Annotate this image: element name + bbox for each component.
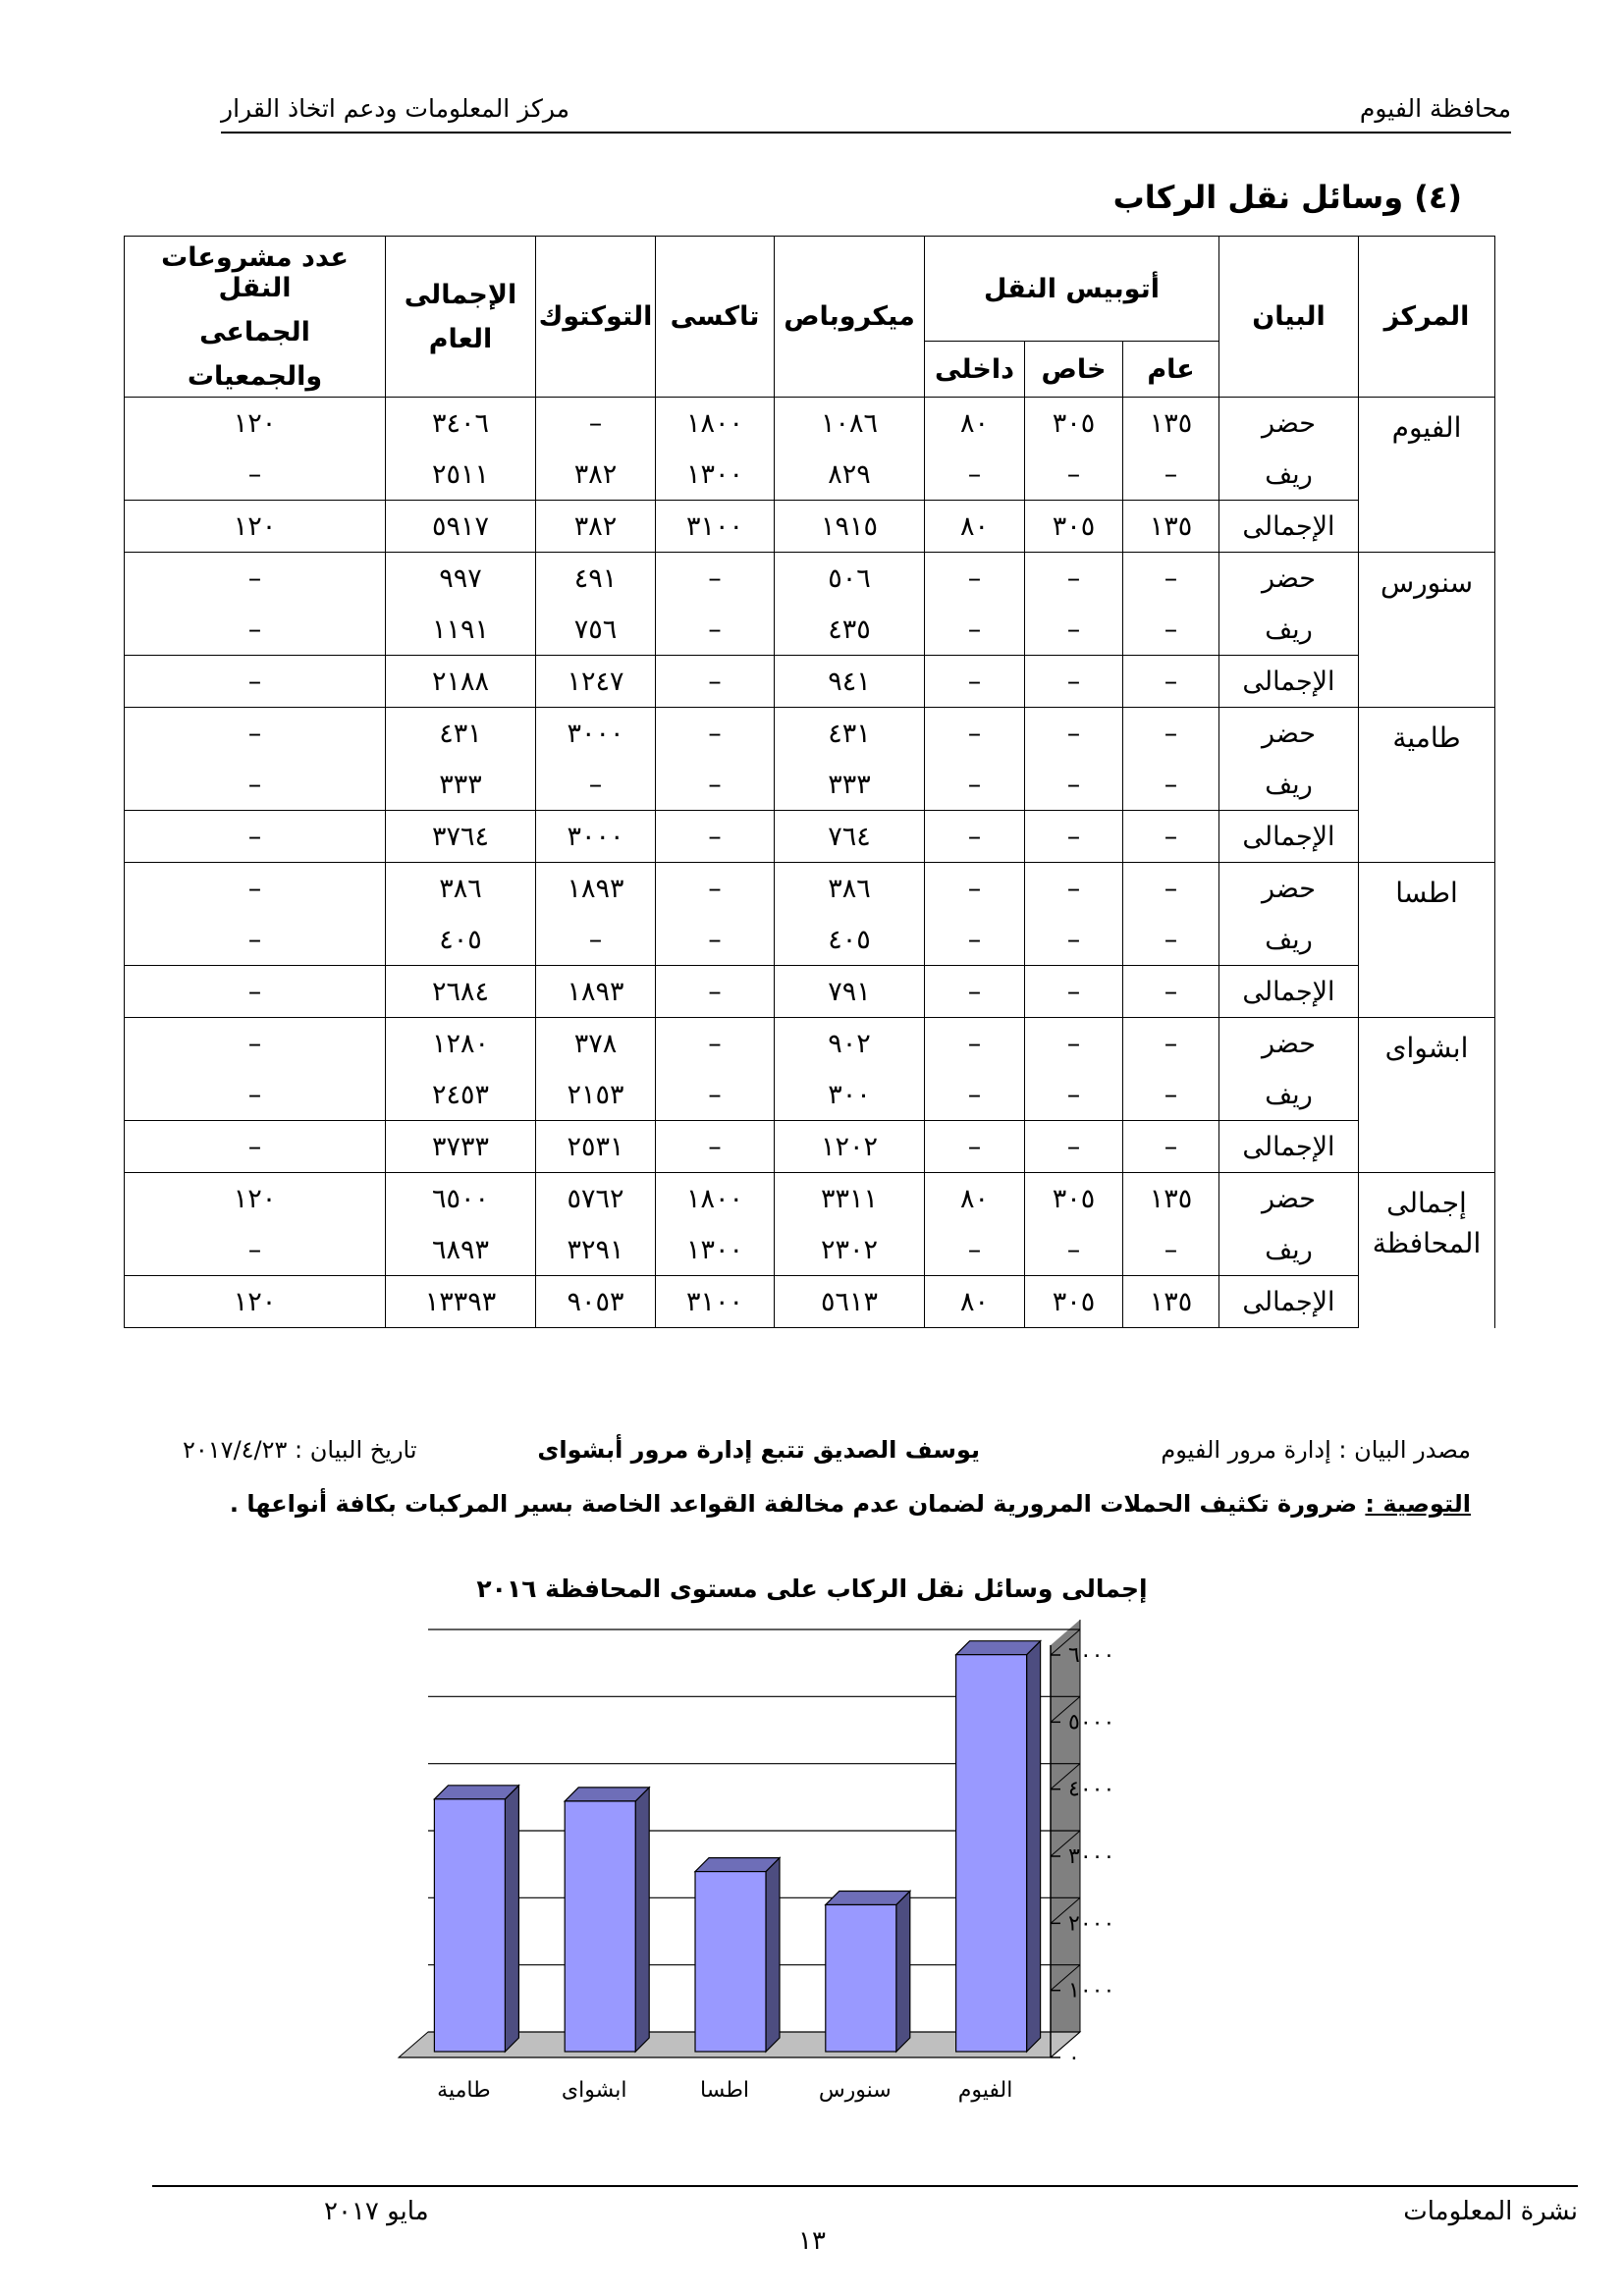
value-cell: – [656, 708, 775, 760]
value-cell: ٥٧٦٢ [536, 1173, 656, 1225]
value-cell: ٣٤٠٦ [386, 398, 536, 450]
value-cell: ٤٣١ [775, 708, 925, 760]
chart-x-tick-label: الفيوم [957, 2078, 1013, 2103]
table-row [125, 914, 1495, 966]
markaz-name: ابشواى [1384, 1032, 1469, 1064]
source-label: مصدر البيان : إدارة مرور الفيوم [1161, 1436, 1471, 1464]
bar-chart [393, 1620, 1237, 2169]
value-cell: ٣٠٥ [1025, 398, 1123, 450]
value-cell: – [656, 1069, 775, 1121]
table-row [125, 553, 1495, 605]
value-cell: ٣٣٣ [386, 759, 536, 811]
value-cell: ٣٢٩١ [536, 1224, 656, 1276]
value-cell: ٣١٠٠ [656, 501, 775, 553]
value-cell: ٤٣١ [386, 708, 536, 760]
value-cell: – [125, 604, 386, 656]
value-cell: – [1025, 656, 1123, 708]
value-cell: ١٢٠٢ [775, 1121, 925, 1173]
chart-x-tick-label: سنورس [818, 2078, 892, 2103]
value-cell: ٥٠٦ [775, 553, 925, 605]
chart-bar [956, 1655, 1027, 2052]
markaz-cell [1359, 1173, 1495, 1328]
chart-bar-side [766, 1858, 780, 2052]
value-cell: ١٢٠ [125, 1276, 386, 1328]
value-cell: ١٣٥ [1123, 1276, 1219, 1328]
page-footer [152, 2185, 1578, 2226]
chart-bar-top [565, 1788, 649, 1801]
markaz-cell [1359, 708, 1495, 863]
value-cell: ٣٨٢ [536, 501, 656, 553]
chart-bar-top [434, 1786, 518, 1799]
value-cell: – [656, 553, 775, 605]
value-cell: – [536, 398, 656, 450]
value-cell: – [125, 863, 386, 915]
value-cell: – [925, 1121, 1025, 1173]
value-cell: – [125, 708, 386, 760]
markaz-name: المحافظة [1372, 1227, 1482, 1259]
value-cell: – [656, 914, 775, 966]
markaz-cell [1359, 553, 1495, 708]
value-cell: – [925, 1018, 1025, 1070]
value-cell: ٥٦١٣ [775, 1276, 925, 1328]
value-cell: – [1025, 863, 1123, 915]
value-cell: ٩٩٧ [386, 553, 536, 605]
recommendation-key: التوصية : [1365, 1490, 1471, 1518]
chart-bar-top [695, 1858, 780, 1872]
table-row [125, 1173, 1495, 1225]
value-cell: ٤٣٥ [775, 604, 925, 656]
table-row [125, 398, 1495, 450]
value-cell: ١٣٥ [1123, 398, 1219, 450]
source-note: يوسف الصديق تتبع إدارة مرور أبشواى [537, 1436, 980, 1464]
value-cell: ٧٦٤ [775, 811, 925, 863]
row-label: الإجمالى [1219, 501, 1359, 553]
recommendation [230, 1490, 1471, 1518]
value-cell: ٣٠٠٠ [536, 708, 656, 760]
col-bus-internal: داخلى [925, 342, 1025, 398]
chart-x-tick-label: ابشواى [561, 2078, 627, 2103]
value-cell: – [1025, 966, 1123, 1018]
markaz-name: إجمالى [1386, 1187, 1467, 1219]
col-bus-public: عام [1123, 342, 1219, 398]
col-projects [125, 237, 386, 398]
value-cell: – [1025, 811, 1123, 863]
chart-bar-side [505, 1786, 518, 2052]
value-cell: – [925, 449, 1025, 501]
value-cell: – [1123, 759, 1219, 811]
value-cell: – [536, 759, 656, 811]
value-cell: – [1123, 553, 1219, 605]
col-tuktuk: التوكتوك [536, 237, 656, 398]
value-cell: – [656, 1121, 775, 1173]
value-cell: ٣٨٦ [386, 863, 536, 915]
value-cell: – [1025, 553, 1123, 605]
value-cell: ٣٧٣٣ [386, 1121, 536, 1173]
table-row [125, 1121, 1495, 1173]
value-cell: – [125, 1069, 386, 1121]
value-cell: ٧٥٦ [536, 604, 656, 656]
value-cell: ١٨٩٣ [536, 863, 656, 915]
value-cell: – [1123, 1018, 1219, 1070]
chart-y-tick-label: ٥٠٠٠ [1068, 1710, 1115, 1735]
value-cell: ٢٥٣١ [536, 1121, 656, 1173]
row-label: ريف [1219, 759, 1359, 811]
value-cell: ٦٨٩٣ [386, 1224, 536, 1276]
row-label: حضر [1219, 1173, 1359, 1225]
markaz-cell [1359, 398, 1495, 553]
footer-date: مايو ٢٠١٧ [324, 2197, 429, 2226]
value-cell: – [1025, 759, 1123, 811]
value-cell: ١٢٠ [125, 501, 386, 553]
value-cell: ٨٠ [925, 1173, 1025, 1225]
value-cell: – [1123, 863, 1219, 915]
col-total-line2: العام [428, 323, 493, 354]
value-cell: – [925, 1224, 1025, 1276]
value-cell: – [1025, 604, 1123, 656]
value-cell: ٦٥٠٠ [386, 1173, 536, 1225]
recommendation-text: ضرورة تكثيف الحملات المرورية لضمان عدم مخالفة القواعد الخاصة بسير المركبات بكافة أنواعها . [229, 1490, 1366, 1518]
value-cell: ٢١٨٨ [386, 656, 536, 708]
value-cell: ٨٠ [925, 501, 1025, 553]
page-number: ١٣ [798, 2226, 826, 2256]
row-label: الإجمالى [1219, 656, 1359, 708]
table-row [125, 449, 1495, 501]
value-cell: ١٢٤٧ [536, 656, 656, 708]
table-row [125, 1069, 1495, 1121]
chart-bar-side [635, 1788, 649, 2052]
chart-bar [434, 1799, 505, 2052]
value-cell: – [1123, 811, 1219, 863]
chart-bar [565, 1801, 635, 2052]
row-label: حضر [1219, 553, 1359, 605]
row-label: حضر [1219, 708, 1359, 760]
value-cell: ٢٣٠٢ [775, 1224, 925, 1276]
value-cell: – [925, 1069, 1025, 1121]
table-row [125, 656, 1495, 708]
chart-y-tick-label: ١٠٠٠ [1068, 1978, 1115, 2003]
col-total-line1: الإجمالى [404, 279, 517, 310]
value-cell: ٢١٥٣ [536, 1069, 656, 1121]
table-row [125, 1276, 1495, 1328]
value-cell: – [125, 1018, 386, 1070]
value-cell: – [656, 811, 775, 863]
value-cell: – [925, 708, 1025, 760]
value-cell: – [125, 811, 386, 863]
source-line [124, 1436, 1471, 1471]
value-cell: ٧٩١ [775, 966, 925, 1018]
value-cell: – [1123, 604, 1219, 656]
chart-title: إجمالى وسائل نقل الركاب على مستوى المحافظة ٢٠١٦ [476, 1575, 1148, 1603]
value-cell: – [925, 553, 1025, 605]
value-cell: ٨٠ [925, 398, 1025, 450]
value-cell: – [125, 1121, 386, 1173]
value-cell: ٣٧٨ [536, 1018, 656, 1070]
value-cell: – [925, 656, 1025, 708]
value-cell: ٣٠٥ [1025, 1276, 1123, 1328]
chart-y-tick-label: ٢٠٠٠ [1068, 1911, 1115, 1937]
value-cell: – [125, 914, 386, 966]
header-governorate: محافظة الفيوم [1359, 94, 1511, 123]
value-cell: – [1123, 966, 1219, 1018]
value-cell: – [656, 966, 775, 1018]
chart-bar-side [1027, 1641, 1041, 2052]
col-projects-line1: عدد مشروعات النقل [161, 241, 349, 303]
value-cell: ١٣٥ [1123, 501, 1219, 553]
value-cell: – [925, 966, 1025, 1018]
table-row [125, 1018, 1495, 1070]
value-cell: ٨٠ [925, 1276, 1025, 1328]
chart-bar-top [826, 1891, 910, 1904]
value-cell: – [125, 449, 386, 501]
value-cell: ٣٨٦ [775, 863, 925, 915]
value-cell: – [1025, 449, 1123, 501]
row-label: الإجمالى [1219, 1121, 1359, 1173]
value-cell: ٤٩١ [536, 553, 656, 605]
col-taxi: تاكسى [656, 237, 775, 398]
chart-bar [695, 1872, 766, 2052]
value-cell: ١٨٠٠ [656, 1173, 775, 1225]
chart-bar-side [896, 1891, 910, 2052]
value-cell: ٣٣١١ [775, 1173, 925, 1225]
markaz-name: طامية [1392, 721, 1461, 754]
markaz-name: الفيوم [1391, 411, 1462, 444]
value-cell: – [125, 966, 386, 1018]
chart-bar [826, 1904, 896, 2052]
row-label: ريف [1219, 604, 1359, 656]
value-cell: ٣٠٥ [1025, 1173, 1123, 1225]
value-cell: ٩٤١ [775, 656, 925, 708]
footer-publication: نشرة المعلومات [1403, 2197, 1578, 2226]
markaz-name: اطسا [1395, 877, 1458, 909]
chart-y-tick-label: ٣٠٠٠ [1068, 1844, 1115, 1869]
table-row [125, 604, 1495, 656]
value-cell: – [656, 759, 775, 811]
value-cell: ٢٦٨٤ [386, 966, 536, 1018]
value-cell: – [1123, 1069, 1219, 1121]
col-bayan: البيان [1219, 237, 1359, 398]
value-cell: – [656, 656, 775, 708]
value-cell: ١٢٠ [125, 398, 386, 450]
value-cell: ١٣٠٠ [656, 449, 775, 501]
table-row [125, 1224, 1495, 1276]
chart-y-tick-label: ٤٠٠٠ [1068, 1777, 1115, 1802]
value-cell: ١٨٠٠ [656, 398, 775, 450]
col-total [386, 237, 536, 398]
value-cell: ٣٠٠٠ [536, 811, 656, 863]
row-label: حضر [1219, 863, 1359, 915]
value-cell: – [925, 604, 1025, 656]
value-cell: – [1025, 1121, 1123, 1173]
row-label: حضر [1219, 398, 1359, 450]
value-cell: – [1123, 449, 1219, 501]
chart-x-tick-label: طامية [437, 2078, 491, 2103]
value-cell: – [1025, 1018, 1123, 1070]
col-bus: أتوبيس النقل [925, 237, 1219, 342]
table-row [125, 811, 1495, 863]
value-cell: ١٣٥ [1123, 1173, 1219, 1225]
row-label: ريف [1219, 449, 1359, 501]
markaz-name: سنورس [1380, 566, 1474, 599]
value-cell: ٩٠٥٣ [536, 1276, 656, 1328]
value-cell: – [925, 914, 1025, 966]
col-projects-line3: والجمعيات [187, 360, 323, 392]
table-row [125, 863, 1495, 915]
value-cell: ٣١٠٠ [656, 1276, 775, 1328]
table-row [125, 966, 1495, 1018]
chart-x-tick-label: اطسا [700, 2078, 749, 2103]
value-cell: ١٣٣٩٣ [386, 1276, 536, 1328]
row-label: ريف [1219, 1069, 1359, 1121]
col-markaz: المركز [1359, 237, 1495, 398]
row-label: الإجمالى [1219, 966, 1359, 1018]
value-cell: – [125, 1224, 386, 1276]
value-cell: ٤٠٥ [386, 914, 536, 966]
table-row [125, 759, 1495, 811]
value-cell: – [1123, 914, 1219, 966]
header-center: مركز المعلومات ودعم اتخاذ القرار [221, 94, 570, 123]
row-label: ريف [1219, 1224, 1359, 1276]
value-cell: – [1123, 1224, 1219, 1276]
value-cell: ٢٤٥٣ [386, 1069, 536, 1121]
chart-bar-top [956, 1641, 1041, 1655]
value-cell: – [656, 1018, 775, 1070]
value-cell: ٣٣٣ [775, 759, 925, 811]
value-cell: – [656, 863, 775, 915]
value-cell: ٤٠٥ [775, 914, 925, 966]
value-cell: – [125, 759, 386, 811]
section-title: (٤) وسائل نقل الركاب [1112, 179, 1462, 216]
data-date: تاريخ البيان : ٢٠١٧/٤/٢٣ [183, 1436, 417, 1464]
value-cell: ١٢٠ [125, 1173, 386, 1225]
value-cell: – [656, 604, 775, 656]
value-cell: – [1025, 1224, 1123, 1276]
chart-y-tick-label: ٦٠٠٠ [1068, 1643, 1115, 1668]
value-cell: – [1123, 1121, 1219, 1173]
col-microbus: ميكروباص [775, 237, 925, 398]
value-cell: ٣٧٦٤ [386, 811, 536, 863]
row-label: الإجمالى [1219, 811, 1359, 863]
row-label: حضر [1219, 1018, 1359, 1070]
markaz-cell [1359, 1018, 1495, 1173]
value-cell: ٨٢٩ [775, 449, 925, 501]
value-cell: ٣٨٢ [536, 449, 656, 501]
value-cell: ١٠٨٦ [775, 398, 925, 450]
value-cell: ١٩١٥ [775, 501, 925, 553]
value-cell: ١٢٨٠ [386, 1018, 536, 1070]
page-header [221, 94, 1511, 133]
value-cell: – [1123, 708, 1219, 760]
table-row [125, 501, 1495, 553]
value-cell: ١١٩١ [386, 604, 536, 656]
value-cell: ٢٥١١ [386, 449, 536, 501]
value-cell: ١٨٩٣ [536, 966, 656, 1018]
col-projects-line2: الجماعى [199, 316, 310, 347]
value-cell: ٥٩١٧ [386, 501, 536, 553]
col-bus-private: خاص [1025, 342, 1123, 398]
markaz-cell [1359, 863, 1495, 1018]
row-label: الإجمالى [1219, 1276, 1359, 1328]
value-cell: – [925, 863, 1025, 915]
value-cell: – [1025, 708, 1123, 760]
value-cell: – [1123, 656, 1219, 708]
row-label: ريف [1219, 914, 1359, 966]
passenger-transport-table [124, 236, 1495, 1328]
value-cell: – [1025, 1069, 1123, 1121]
value-cell: – [125, 553, 386, 605]
value-cell: ١٣٠٠ [656, 1224, 775, 1276]
value-cell: – [125, 656, 386, 708]
value-cell: – [925, 811, 1025, 863]
value-cell: – [1025, 914, 1123, 966]
value-cell: – [536, 914, 656, 966]
table-row [125, 708, 1495, 760]
value-cell: ٩٠٢ [775, 1018, 925, 1070]
value-cell: ٣٠٥ [1025, 501, 1123, 553]
value-cell: ٣٠٠ [775, 1069, 925, 1121]
chart-y-tick-label: ٠ [1068, 2046, 1080, 2070]
value-cell: – [925, 759, 1025, 811]
